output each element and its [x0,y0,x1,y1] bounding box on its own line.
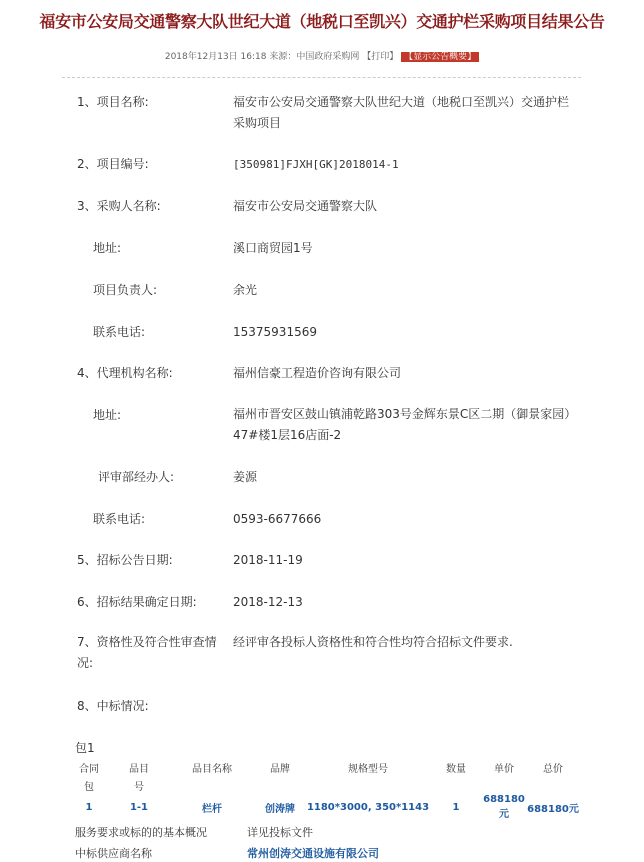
header-cell: 包 [84,781,94,793]
reviewer-value: 姜源 [233,470,258,484]
table-header-row [70,776,580,794]
qualification-label [77,632,217,674]
project-name-line2: 采购项目 [233,116,282,130]
agency-addr-label: 地址: [93,408,122,422]
table-cell: 1-1 [129,801,149,813]
purchaser-phone-label: 联系电话: [93,325,146,339]
purchaser-addr-value: 溪口商贸园1号 [233,241,313,255]
purchaser-phone-value: 15375931569 [233,325,317,339]
notice-date-label: 5、招标公告日期: [77,553,173,567]
table-row [70,794,580,820]
header-cell: 合同 [79,763,99,775]
publish-date: 2018年12月13日 16:18 [164,52,267,62]
table-cell: 1180*3000, 350*1143 [306,801,430,813]
award-label: 8、中标情况: [77,699,149,713]
agency-value: 福州信豪工程造价咨询有限公司 [233,366,402,380]
purchaser-addr-label: 地址: [93,241,122,255]
agency-label: 4、代理机构名称: [77,366,173,380]
header-cell: 品目 [129,763,149,775]
award-table [70,758,580,820]
meta-bar [0,49,644,62]
header-cell: 品目名称 [192,763,232,775]
page-title: 福安市公安局交通警察大队世纪大道（地税口至凯兴）交通护栏采购项目结果公告 [39,12,605,31]
summary-button[interactable]: 【显示公告概要】 [401,52,479,62]
result-date-label: 6、招标结果确定日期: [77,595,197,609]
header-cell: 数量 [446,763,466,775]
source-label: 来源：中国政府采购网 [269,52,360,62]
agency-addr-line1: 福州市晋安区鼓山镇浦乾路303号金辉东景C区二期（御景家园） [233,407,577,421]
purchaser-contact-label: 项目负责人: [93,283,158,297]
project-name-value [233,92,578,134]
print-link[interactable]: 【打印】 [362,52,399,62]
table-cell: 栏杆 [202,803,222,815]
agency-phone-label: 联系电话: [93,512,146,526]
header-cell [170,776,254,794]
table-cell: 1 [85,801,93,813]
package-title: 包1 [75,741,95,755]
agency-addr-value [233,404,578,446]
agency-addr-line2: 47#楼1层16店面-2 [233,428,342,442]
service-label: 服务要求或标的的基本概况 [75,826,207,839]
notice-date-value: 2018-11-19 [233,553,303,567]
table-cell: 688180元 [483,794,525,820]
table-cell: 688180元 [527,803,579,815]
table-cell: 1 [452,801,460,813]
project-name-label: 1、项目名称: [77,95,149,109]
qualification-label-line1: 7、资格性及符合性审查情 [77,635,217,649]
result-date-value: 2018-12-13 [233,595,303,609]
header-cell: 总价 [543,763,563,775]
purchaser-label: 3、采购人名称: [77,199,161,213]
purchaser-contact-value: 余光 [233,283,258,297]
divider [62,77,581,78]
service-value: 详见投标文件 [247,826,313,839]
qualification-label-line2: 况: [77,656,94,670]
purchaser-value: 福安市公安局交通警察大队 [233,199,378,213]
supplier-label: 中标供应商名称 [75,847,152,860]
header-cell [526,776,580,794]
project-no-label: 2、项目编号: [77,157,149,171]
project-no-value: [350981]FJXH[GK]2018014-1 [233,158,399,171]
project-name-line1: 福安市公安局交通警察大队世纪大道（地税口至凯兴）交通护栏 [233,95,570,109]
header-cell [254,776,306,794]
qualification-value: 经评审各投标人资格性和符合性均符合招标文件要求. [233,635,513,649]
supplier-value: 常州创涛交通设施有限公司 [247,847,379,860]
header-cell [482,776,526,794]
table-header-row [70,758,580,776]
header-cell: 号 [134,781,144,793]
header-cell: 品牌 [270,763,290,775]
header-cell [430,776,482,794]
header-cell [306,776,430,794]
table-cell: 创涛牌 [265,803,295,815]
header-cell: 单价 [494,763,514,775]
header-cell: 规格型号 [348,763,388,775]
agency-phone-value: 0593-6677666 [233,512,322,526]
reviewer-label: 评审部经办人: [98,470,175,484]
